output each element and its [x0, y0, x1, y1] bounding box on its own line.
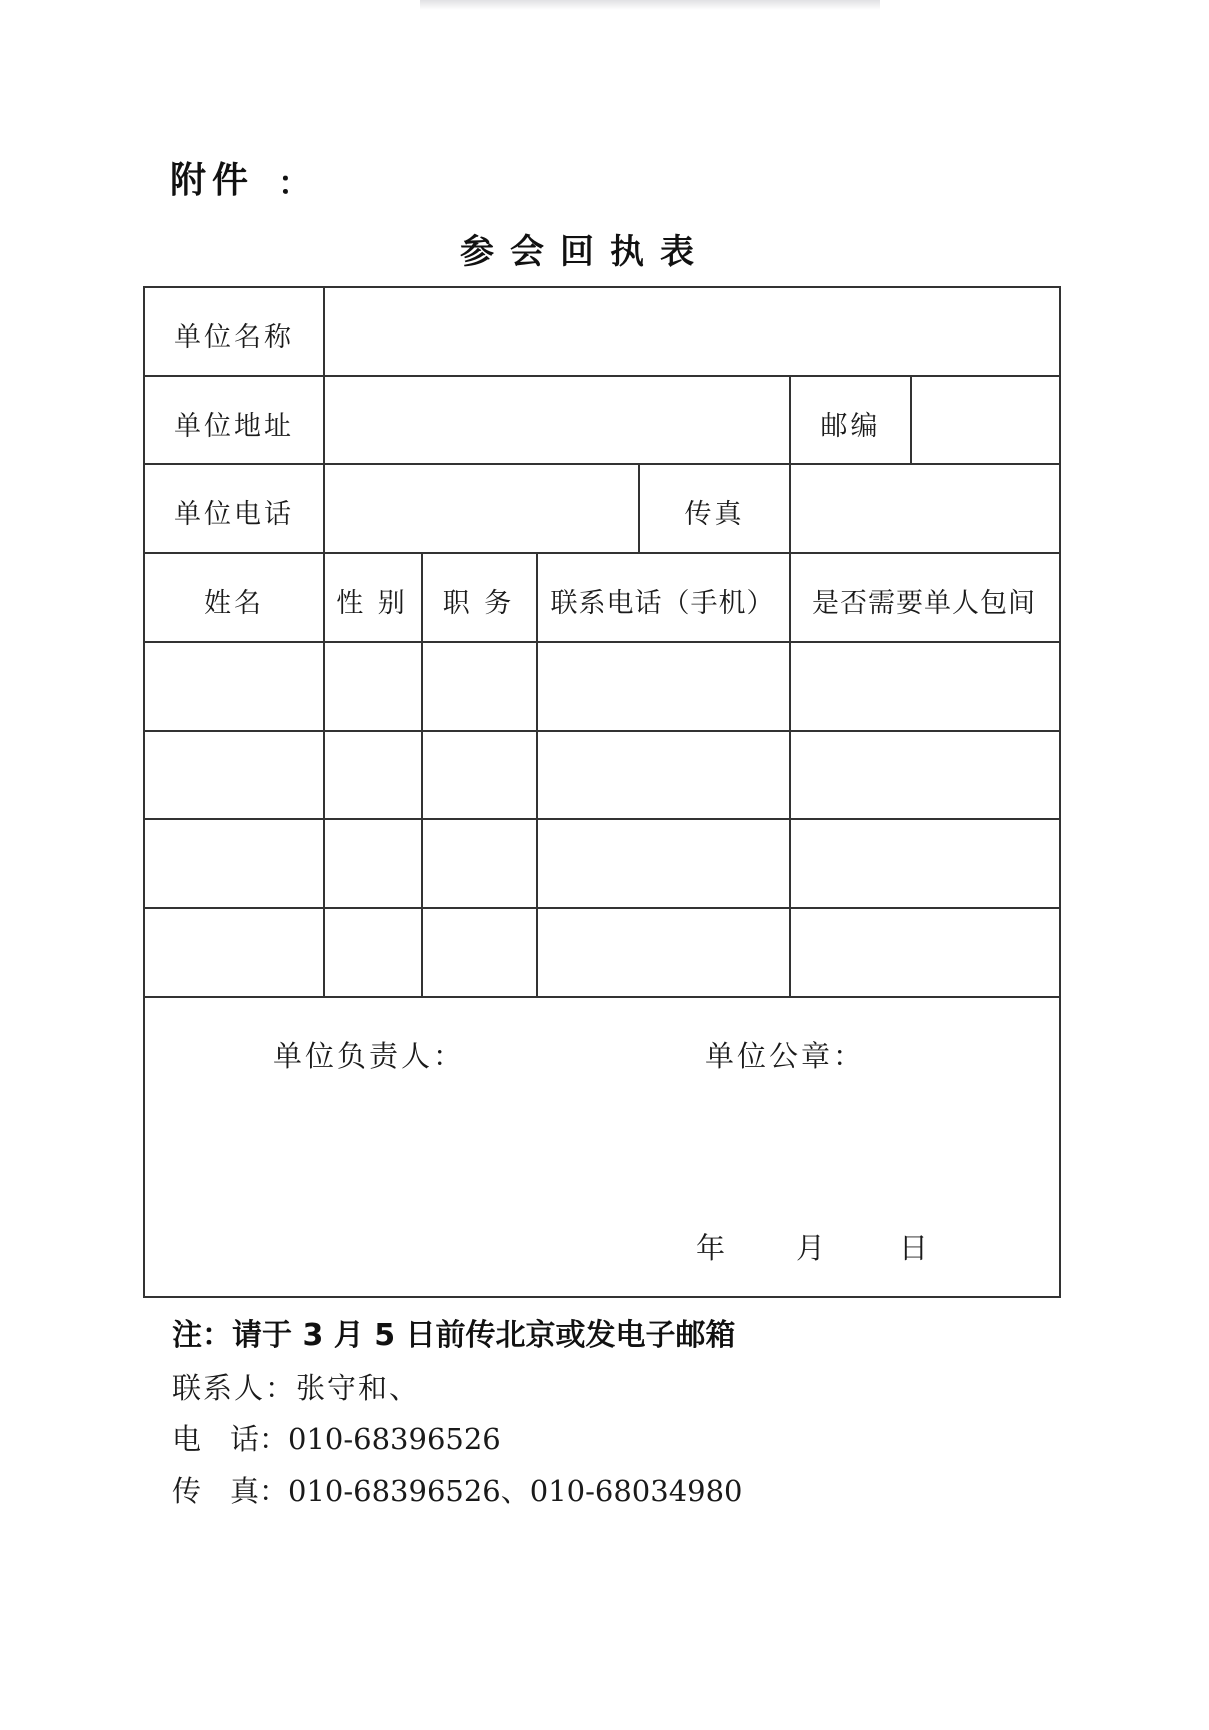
org-phone-label: 单位电话: [174, 499, 294, 530]
fax-field[interactable]: [791, 465, 1057, 551]
attachment-label: 附件: [170, 160, 255, 201]
date-month: 月: [796, 1231, 829, 1265]
table-row[interactable]: [145, 820, 1059, 906]
deadline-note: 注：请于 3 月 5 日前传北京或发电子邮箱: [172, 1318, 736, 1353]
attachment-colon: ：: [278, 164, 311, 202]
contact-phone: 电 话：010-68396526: [172, 1422, 501, 1456]
postcode-field[interactable]: [912, 377, 1057, 462]
scan-edge-shadow: [420, 0, 880, 10]
org-address-field[interactable]: [325, 377, 787, 462]
org-seal-label: 单位公章：: [705, 1039, 866, 1073]
org-name-label: 单位名称: [174, 322, 294, 353]
column-header-name: 姓名: [204, 588, 264, 619]
row-divider: [145, 552, 1059, 554]
responsible-person-label: 单位负责人：: [273, 1039, 466, 1073]
fax-label: 传真: [684, 499, 745, 530]
column-header-single-room: 是否需要单人包间: [812, 588, 1036, 619]
postcode-label: 邮编: [820, 411, 881, 442]
row-divider: [145, 996, 1059, 998]
org-address-label: 单位地址: [174, 411, 294, 442]
column-header-position: 职 务: [442, 588, 515, 619]
form-title: 参会回执表: [460, 232, 710, 272]
contact-person: 联系人：张守和、: [172, 1371, 421, 1405]
table-row[interactable]: [145, 643, 1059, 729]
org-name-field[interactable]: [325, 290, 1057, 374]
org-phone-field[interactable]: [325, 465, 637, 551]
date-year: 年: [696, 1231, 729, 1265]
registration-form-table: [143, 286, 1061, 1298]
column-header-gender: 性 别: [336, 588, 408, 619]
table-row[interactable]: [145, 732, 1059, 817]
column-header-mobile: 联系电话（手机）: [550, 588, 775, 619]
contact-fax: 传 真：010-68396526、010-68034980: [172, 1474, 743, 1508]
date-day: 日: [899, 1231, 932, 1265]
table-row[interactable]: [145, 909, 1059, 995]
